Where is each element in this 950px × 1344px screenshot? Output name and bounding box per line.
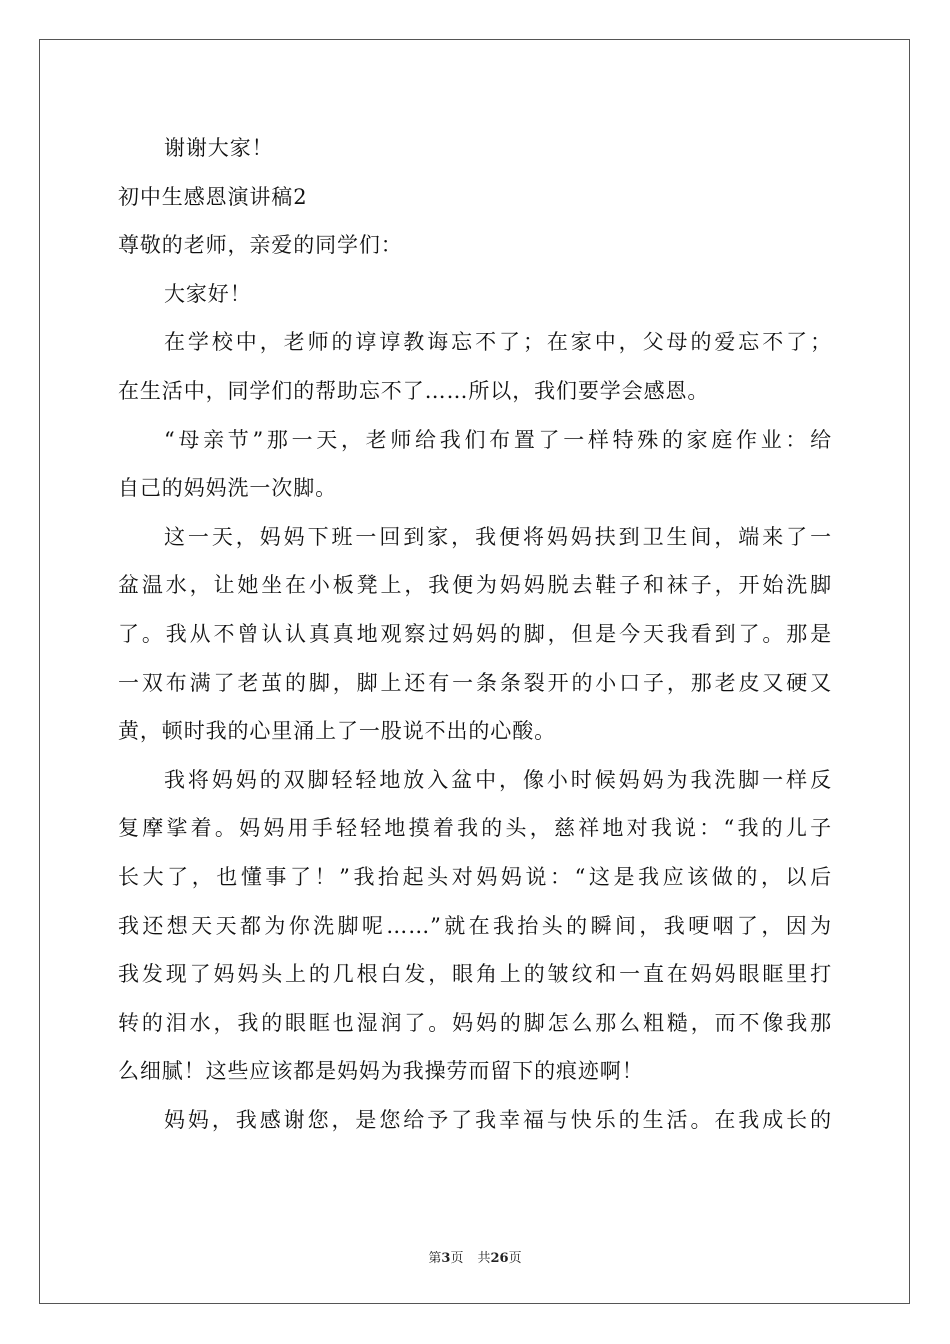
footer-total-suffix: 页 bbox=[508, 1251, 522, 1266]
current-page-number: 3 bbox=[441, 1251, 451, 1266]
text-line: 谢谢大家！ bbox=[164, 136, 274, 160]
text-line: 初中生感恩演讲稿2 bbox=[118, 184, 308, 209]
total-page-count: 26 bbox=[490, 1251, 509, 1266]
text-line: 大家好！ bbox=[164, 281, 252, 306]
text-line: 我发现了妈妈头上的几根白发，眼角上的皱纹和一直在妈妈眼眶里打 bbox=[118, 962, 832, 987]
text-line: 在学校中，老师的谆谆教诲忘不了；在家中，父母的爱忘不了； bbox=[164, 330, 832, 355]
text-line: 自己的妈妈洗一次脚。 bbox=[118, 476, 337, 501]
text-line: “母亲节”那一天，老师给我们布置了一样特殊的家庭作业：给 bbox=[164, 427, 832, 452]
text-line: 我将妈妈的双脚轻轻地放入盆中，像小时候妈妈为我洗脚一样反 bbox=[164, 767, 832, 792]
text-line: 在生活中，同学们的帮助忘不了……所以，我们要学会感恩。 bbox=[118, 378, 710, 403]
document-body bbox=[118, 124, 832, 1144]
page-footer bbox=[0, 1247, 950, 1266]
text-line: 黄，顿时我的心里涌上了一股说不出的心酸。 bbox=[118, 719, 556, 744]
text-line: 盆温水，让她坐在小板凳上，我便为妈妈脱去鞋子和袜子，开始洗脚 bbox=[118, 573, 832, 598]
footer-page-suffix: 页 bbox=[450, 1251, 464, 1266]
footer-total-prefix: 共 bbox=[477, 1251, 491, 1266]
text-line: 尊敬的老师，亲爱的同学们： bbox=[118, 233, 403, 258]
text-line: 长大了，也懂事了！”我抬起头对妈妈说：“这是我应该做的，以后 bbox=[118, 864, 832, 889]
text-line: 这一天，妈妈下班一回到家，我便将妈妈扶到卫生间，端来了一 bbox=[164, 524, 832, 549]
text-line: 一双布满了老茧的脚，脚上还有一条条裂开的小口子，那老皮又硬又 bbox=[118, 670, 832, 695]
footer-prefix: 第 bbox=[428, 1251, 442, 1266]
text-line: 转的泪水，我的眼眶也湿润了。妈妈的脚怎么那么粗糙，而不像我那 bbox=[118, 1010, 832, 1035]
text-line: 么细腻！这些应该都是妈妈为我操劳而留下的痕迹啊！ bbox=[118, 1059, 644, 1084]
text-line: 妈妈，我感谢您，是您给予了我幸福与快乐的生活。在我成长的 bbox=[164, 1107, 832, 1132]
text-line: 复摩挲着。妈妈用手轻轻地摸着我的头，慈祥地对我说：“我的儿子 bbox=[118, 816, 832, 841]
text-line: 我还想天天都为你洗脚呢……”就在我抬头的瞬间，我哽咽了，因为 bbox=[118, 913, 832, 938]
text-line: 了。我从不曾认认真真地观察过妈妈的脚，但是今天我看到了。那是 bbox=[118, 621, 832, 646]
